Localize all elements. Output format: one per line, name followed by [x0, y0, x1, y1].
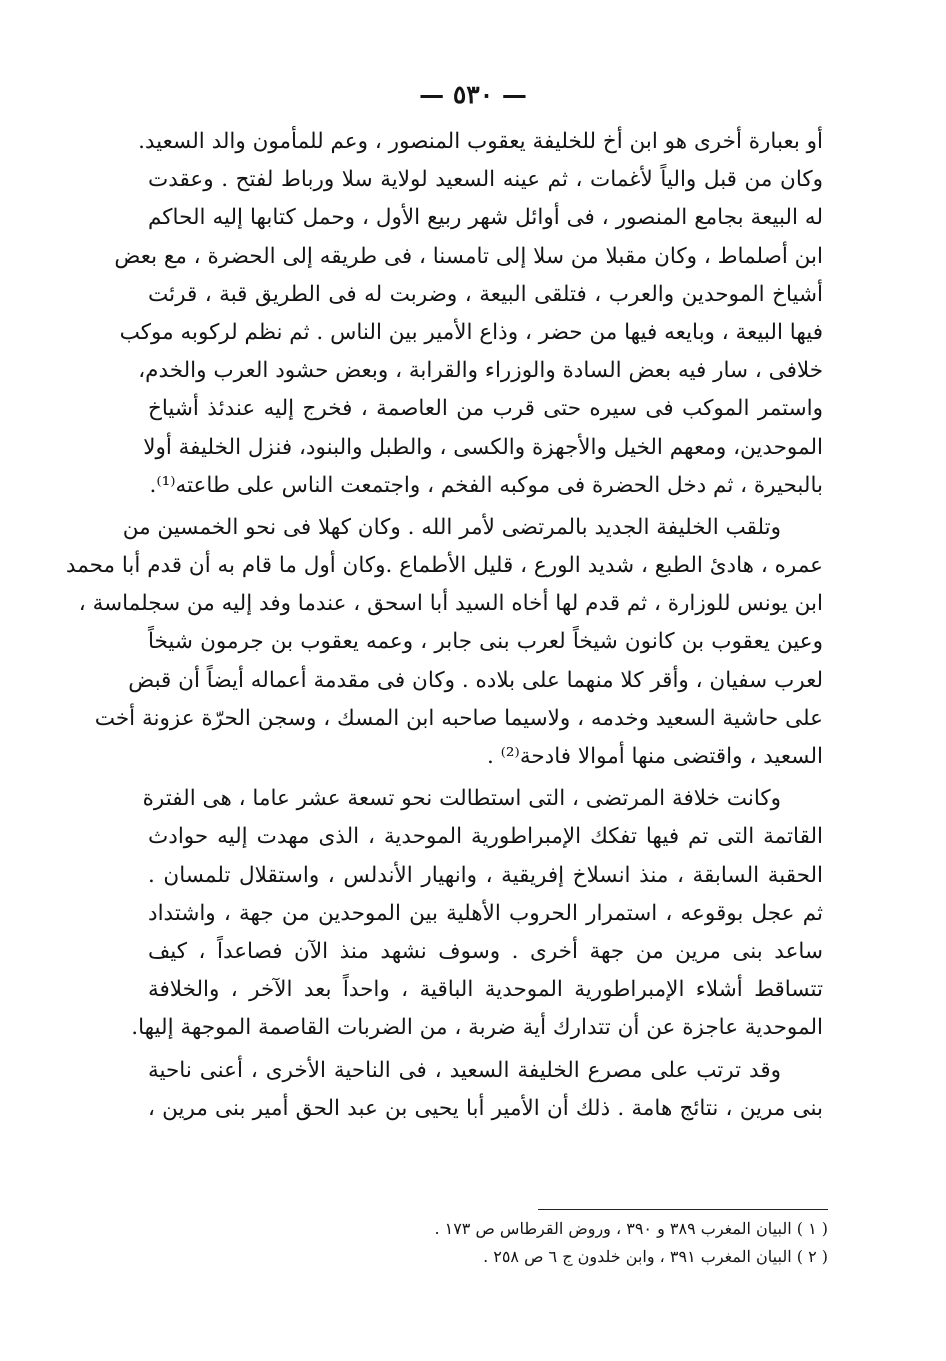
text-line: تتساقط أشلاء الإمبراطورية الموحدية الباقية ، واحداً بعد الآخر ، والخلافة	[148, 977, 823, 1003]
page-number: — ٥٣٠ —	[419, 80, 527, 109]
paragraph-3	[131, 780, 823, 1047]
text-line: الحقبة السابقة ، منذ انسلاخ إفريقية ، وانهيار الأندلس ، واستقلال تلمسان .	[148, 862, 823, 888]
text-line: فيها البيعة ، وبايعه فيها من حضر ، وذاع الأمير بين الناس . ثم نظم لركوبه موكب	[119, 319, 823, 345]
text-line: ثم عجل بوقوعه ، استمرار الحروب الأهلية بين الموحدين من جهة ، واشتداد	[148, 900, 823, 926]
text-line: أشياخ الموحدين والعرب ، فتلقى البيعة ، وضربت له فى الطريق قبة ، قرئت	[148, 281, 823, 307]
text-line: السعيد ، واقتضى منها أموالا فادحة⁽²⁾ .	[486, 744, 823, 769]
text-line: واستمر الموكب فى سيره حتى قرب من العاصمة ، فخرج إليه عندئذ أشياخ	[148, 396, 823, 422]
text-line: ابن أصلماط ، وكان مقبلا من سلا إلى تامسنا ، فى طريقه إلى الحضرة ، مع بعض	[114, 243, 823, 269]
text-line: ابن يونس للوزارة ، ثم قدم لها أخاه السيد أبا اسحق ، عندما وفد إليه من سجلماسة ،	[78, 591, 823, 617]
paragraph-4	[148, 1052, 823, 1128]
text-line: عمره ، هادئ الطبع ، شديد الورع ، قليل الأطماع .وكان أول ما قام به أن قدم أبا محمد	[65, 553, 823, 579]
text-line: وكان من قبل والياً لأغمات ، ثم عينه السعيد لولاية سلا ورباط لفتح . وعقدت	[148, 167, 823, 193]
text-line: بنى مرين ، نتائج هامة . ذلك أن الأمير أبا يحيى بن عبد الحق أمير بنى مرين ،	[148, 1095, 823, 1121]
text-line: أو بعبارة أخرى هو ابن أخ للخليفة يعقوب المنصور ، وعم للمأمون والد السعيد.	[138, 129, 823, 154]
body-text	[65, 123, 823, 1128]
paragraph-2	[65, 509, 823, 776]
text-line: الموحدين، ومعهم الخيل والأجهزة والكسى ، والطبل والبنود، فنزل الخليفة أولا	[143, 434, 823, 460]
text-line: القاتمة التى تم فيها تفكك الإمبراطورية الموحدية ، الذى مهدت إليه حوادث	[148, 824, 823, 850]
footnote-1: ( ١ ) البيان المغرب ٣٨٩ و ٣٩٠ ، وروض القرطاس ص ١٧٣ .	[434, 1219, 828, 1238]
text-line: وكانت خلافة المرتضى ، التى استطالت نحو تسعة عشر عاما ، هى الفترة	[142, 786, 781, 812]
text-line: وقد ترتب على مصرع الخليفة السعيد ، فى الناحية الأخرى ، أعنى ناحية	[148, 1057, 781, 1083]
text-line: على حاشية السعيد وخدمه ، ولاسيما صاحبه ابن المسك ، وسجن الحرّة عزونة أخت	[94, 705, 823, 731]
text-line: وعين يعقوب بن كانون شيخاً لعرب بنى جابر ، وعمه يعقوب بن جرمون شيخاً	[148, 629, 823, 655]
footnotes	[348, 1215, 828, 1271]
text-line: وتلقب الخليفة الجديد بالمرتضى لأمر الله . وكان كهلا فى نحو الخمسين من	[122, 514, 781, 540]
text-line: بالبحيرة ، ثم دخل الحضرة فى موكبه الفخم ، واجتمعت الناس على طاعته⁽¹⁾.	[149, 472, 823, 498]
text-line: لعرب سفيان ، وأقر كلا منهما على بلاده . وكان فى مقدمة أعماله أيضاً أن قبض	[128, 667, 823, 693]
footnote-2: ( ٢ ) البيان المغرب ٣٩١ ، وابن خلدون ج ٦ ص ٢٥٨ .	[483, 1247, 828, 1266]
text-line: الموحدية عاجزة عن أن تتدارك أية ضربة ، من الضربات القاصمة الموجهة إليها.	[131, 1015, 823, 1041]
text-line: له البيعة بجامع المنصور ، فى أوائل شهر ربيع الأول ، وحمل كتابها إليه الحاكم	[148, 205, 823, 231]
text-line: ساعد بنى مرين من جهة أخرى . وسوف نشهد منذ الآن فصاعداً ، كيف	[148, 938, 823, 964]
text-line: خلافى ، سار فيه بعض السادة والوزراء والقرابة ، وبعض حشود العرب والخدم،	[138, 358, 823, 384]
paragraph-1	[114, 123, 823, 505]
footnote-divider	[538, 1209, 828, 1210]
